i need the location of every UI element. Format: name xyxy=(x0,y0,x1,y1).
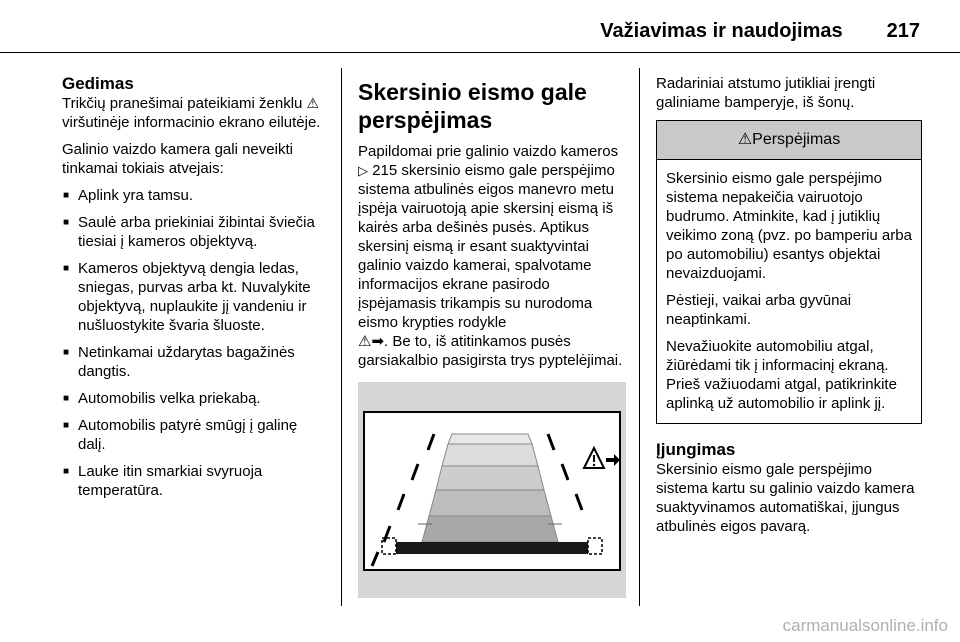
footer-watermark: carmanualsonline.info xyxy=(782,616,948,635)
list-item: ■ Saulė arba priekiniai žibintai šviečia tiesiai į kameros objektyvą. xyxy=(62,213,328,251)
fault-message-paragraph: Trikčių pranešimai pateikiami ženklu ⚠ viršutinėje informacinio ekrano eilutėje. xyxy=(62,95,321,131)
warning-paragraph: Pėstieji, vaikai arba gyvūnai neaptinkami. xyxy=(666,292,852,328)
rear-camera-display xyxy=(358,382,626,598)
column-1 xyxy=(62,74,328,508)
list-item: ■ Automobilis patyrė smūgį į galinę dalį. xyxy=(62,416,328,454)
page-number: 217 xyxy=(886,20,920,42)
radar-sensors-paragraph: Radariniai atstumo jutikliai įrengti galiniame bamperyje, iš šonų. xyxy=(656,75,876,111)
heading-activation: Įjungimas xyxy=(656,440,736,459)
warning-sign-icon: ⚠ xyxy=(737,131,753,148)
warning-body xyxy=(657,160,921,423)
conditions-list xyxy=(62,186,328,500)
activation-paragraph: Skersinio eismo gale perspėjimo sistema kartu su galinio vaizdo kamera suaktyvinamos automatiškai, įjungus atbulinės eigos pavarą. xyxy=(656,461,915,535)
warning-box xyxy=(656,120,922,424)
list-item: ■ Automobilis velka priekabą. xyxy=(62,389,328,408)
page-reference-link[interactable]: 215 xyxy=(372,162,398,179)
rear-camera-illustration xyxy=(358,382,626,598)
list-item: ■ Lauke itin smarkiai svyruoja temperatūra. xyxy=(62,462,328,500)
cross-traffic-icon: ⚠➡ xyxy=(358,333,385,350)
header-rule xyxy=(0,52,960,53)
warning-paragraph: Skersinio eismo gale perspėjimo sistema nepakeičia vairuotojo budrumo. Atminkite, kad į jutiklių veikimo zoną (pvz. po bamperiu arba po automobiliu) esantys objektai nevaizduojami. xyxy=(666,170,912,282)
cross-traffic-paragraph: Papildomai prie galinio vaizdo kameros ▷ 215 skersinio eismo gale perspėjimo sistema atbulinės eigos manevro metu įspėja vairuotoją apie skersinį eismą iš kairės arba dešinės pusės. Aptikus skersinį eismą ir esant suaktyvintai galinio vaizdo kamerai, spalvotame informacijos ekrane pasirodo įspėjamasis trikampis su nurodoma eismo krypties rodykle ⚠➡. Be to, iš atitinkamos pusės garsiakalbio pasigirsta trys pyptelėjimai. xyxy=(358,143,623,369)
warning-header: ⚠Perspėjimas xyxy=(657,121,921,160)
column-divider-1 xyxy=(341,68,342,606)
warning-triangle-icon: ⚠ xyxy=(306,95,320,111)
list-item: ■ Netinkamai uždarytas bagažinės dangtis. xyxy=(62,343,328,381)
list-item: ■ Kameros objektyvą dengia ledas, sniegas, purvas arba kt. Nuvalykite objektyvą, nuplaukite jį vandeniu ir nušluostykite švaria šluoste. xyxy=(62,259,328,335)
triangle-arrow-icon: ▷ xyxy=(358,163,368,178)
section-title-cross-traffic: Skersinio eismo gale perspėjimas xyxy=(358,79,587,133)
column-3 xyxy=(656,74,922,544)
column-divider-2 xyxy=(639,68,640,606)
page-header xyxy=(600,20,920,43)
heading-faults: Gedimas xyxy=(62,74,134,93)
camera-limits-paragraph: Galinio vaizdo kamera gali neveikti tinkamai tokiais atvejais: xyxy=(62,141,293,177)
warning-paragraph: Nevažiuokite automobiliu atgal, žiūrėdami tik į informacinį ekraną. Prieš važiuodami atgal, patikrinkite aplinką už automobilio ir aplink jį. xyxy=(666,338,897,412)
section-title: Važiavimas ir naudojimas xyxy=(600,20,843,42)
list-item: ■ Aplink yra tamsu. xyxy=(62,186,328,205)
column-2 xyxy=(358,78,626,598)
